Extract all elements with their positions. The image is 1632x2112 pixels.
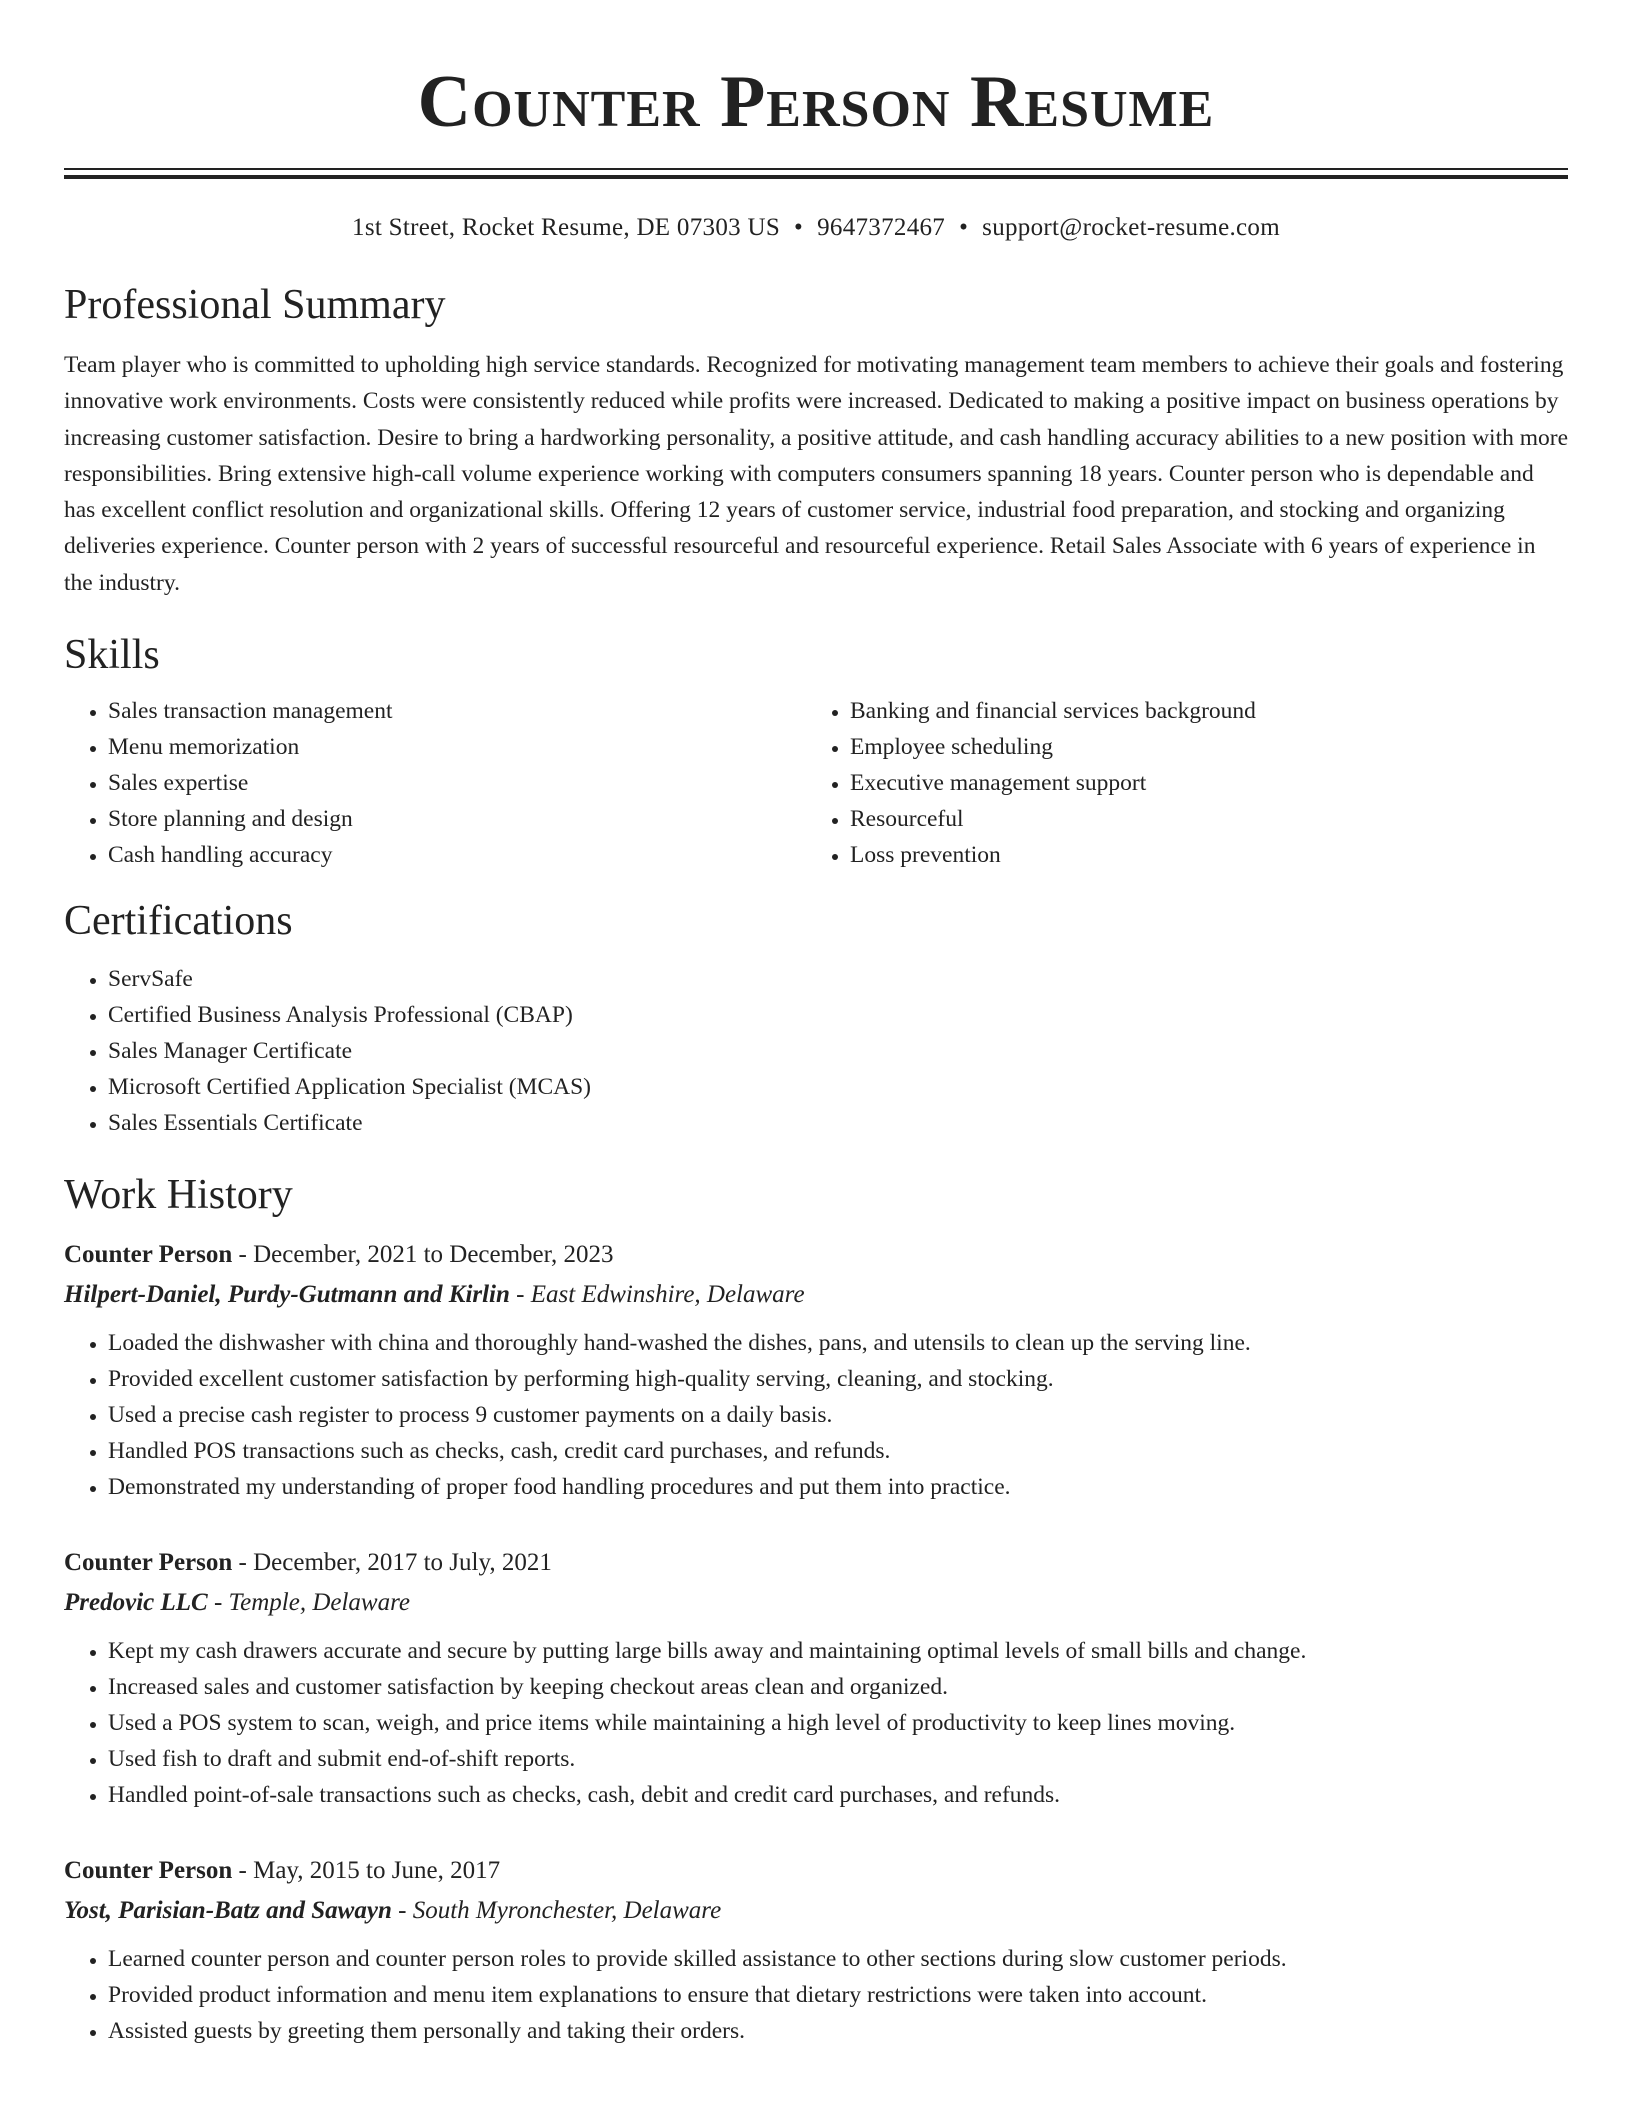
skill-item: • Loss prevention	[850, 837, 1548, 873]
skill-item: • Sales expertise	[108, 765, 806, 801]
company-location: Temple, Delaware	[228, 1589, 411, 1617]
duty-item: • Used fish to draft and submit end-of-shift reports.	[108, 1741, 1568, 1777]
duty-item: • Assisted guests by greeting them personally and taking their orders.	[108, 2013, 1568, 2049]
company-name: Predovic LLC	[64, 1589, 208, 1617]
company-name: Hilpert-Daniel, Purdy-Gutmann and Kirlin	[64, 1281, 510, 1309]
company-location: East Edwinshire, Delaware	[530, 1281, 805, 1309]
skills-column-right	[806, 693, 1548, 873]
contact-phone: 9647372467	[817, 214, 946, 241]
job-duties	[64, 1633, 1568, 1813]
job-header: Counter Person - December, 2017 to July, 2021	[64, 1549, 552, 1577]
job-dates: December, 2017 to July, 2021	[253, 1549, 552, 1577]
duty-item: • Provided product information and menu item explanations to ensure that dietary restrictions were taken into account.	[108, 1977, 1568, 2013]
company-name: Yost, Parisian-Batz and Sawayn	[64, 1897, 392, 1925]
certification-item: • ServSafe	[108, 961, 1568, 997]
job-duties	[64, 1941, 1568, 2049]
job-dates: December, 2021 to December, 2023	[253, 1241, 614, 1269]
skill-item: • Cash handling accuracy	[108, 837, 806, 873]
skill-item: • Sales transaction management	[108, 693, 806, 729]
title-divider-top	[64, 168, 1568, 170]
resume-page	[64, 0, 1568, 2049]
job-title: Counter Person	[64, 1549, 233, 1577]
skill-item: • Resourceful	[850, 801, 1548, 837]
skills-column-left	[64, 693, 806, 873]
job-entry	[64, 1855, 1568, 2049]
certifications-heading: Certifications	[64, 898, 293, 945]
duty-item: • Demonstrated my understanding of proper food handling procedures and put them into practice.	[108, 1469, 1568, 1505]
duty-item: • Learned counter person and counter person roles to provide skilled assistance to other sections during slow customer periods.	[108, 1941, 1568, 1977]
duty-item: • Loaded the dishwasher with china and thoroughly hand-washed the dishes, pans, and utensils to clean up the serving line.	[108, 1325, 1568, 1361]
job-title: Counter Person	[64, 1857, 233, 1885]
certifications-list	[64, 961, 1568, 1141]
company-line: Predovic LLC - Temple, Delaware	[64, 1589, 411, 1617]
summary-heading: Professional Summary	[64, 282, 446, 328]
job-entry	[64, 1239, 1568, 1505]
duty-item: • Increased sales and customer satisfaction by keeping checkout areas clean and organized.	[108, 1669, 1568, 1705]
contact-line	[64, 213, 1568, 243]
duty-item: • Handled point-of-sale transactions such as checks, cash, debit and credit card purchases, and refunds.	[108, 1777, 1568, 1813]
job-header: Counter Person - May, 2015 to June, 2017	[64, 1857, 501, 1885]
certification-item: • Certified Business Analysis Professional (CBAP)	[108, 997, 1568, 1033]
job-header: Counter Person - December, 2021 to December, 2023	[64, 1241, 614, 1269]
contact-email: support@rocket-resume.com	[982, 214, 1280, 241]
company-line: Yost, Parisian-Batz and Sawayn - South Myronchester, Delaware	[64, 1897, 722, 1925]
job-title: Counter Person	[64, 1241, 233, 1269]
job-entry	[64, 1547, 1568, 1813]
duty-item: • Handled POS transactions such as checks, cash, credit card purchases, and refunds.	[108, 1433, 1568, 1469]
contact-separator: •	[794, 214, 804, 241]
certification-item: • Microsoft Certified Application Specialist (MCAS)	[108, 1069, 1568, 1105]
skill-item: • Employee scheduling	[850, 729, 1548, 765]
contact-separator: •	[959, 214, 969, 241]
skills-heading: Skills	[64, 632, 160, 679]
skill-item: • Store planning and design	[108, 801, 806, 837]
summary-text: Team player who is committed to upholding high service standards. Recognized for motivating management team members to achieve their goals and fostering innovative work environments. Costs were consistently reduced while profits were increased. Dedicated to making a positive impact on business operations by increasing customer satisfaction. Desire to bring a hardworking personality, a positive attitude, and cash handling accuracy abilities to a new position with more responsibilities. Bring extensive high-call volume experience working with computers consumers spanning 18 years. Counter person who is dependable and has excellent conflict resolution and organizational skills. Offering 12 years of customer service, industrial food preparation, and stocking and organizing deliveries experience. Counter person with 2 years of successful resourceful and resourceful experience. Retail Sales Associate with 6 years of experience in the industry.	[64, 352, 1569, 596]
duty-item: • Kept my cash drawers accurate and secure by putting large bills away and maintaining optimal levels of small bills and change.	[108, 1633, 1568, 1669]
title-divider-bottom	[64, 175, 1568, 179]
job-dates: May, 2015 to June, 2017	[253, 1857, 501, 1885]
skill-item: • Banking and financial services background	[850, 693, 1548, 729]
work-history-heading: Work History	[64, 1172, 293, 1219]
duty-item: • Provided excellent customer satisfaction by performing high-quality serving, cleaning, and stocking.	[108, 1361, 1568, 1397]
certification-item: • Sales Essentials Certificate	[108, 1105, 1568, 1141]
resume-title: Counter Person Resume	[417, 61, 1215, 143]
certification-item: • Sales Manager Certificate	[108, 1033, 1568, 1069]
company-line: Hilpert-Daniel, Purdy-Gutmann and Kirlin - East Edwinshire, Delaware	[64, 1281, 805, 1309]
duty-item: • Used a POS system to scan, weigh, and price items while maintaining a high level of productivity to keep lines moving.	[108, 1705, 1568, 1741]
skill-item: • Menu memorization	[108, 729, 806, 765]
job-duties	[64, 1325, 1568, 1505]
skill-item: • Executive management support	[850, 765, 1548, 801]
duty-item: • Used a precise cash register to process 9 customer payments on a daily basis.	[108, 1397, 1568, 1433]
company-location: South Myronchester, Delaware	[412, 1897, 722, 1925]
contact-address: 1st Street, Rocket Resume, DE 07303 US	[352, 214, 781, 241]
skills-grid	[64, 693, 1568, 873]
